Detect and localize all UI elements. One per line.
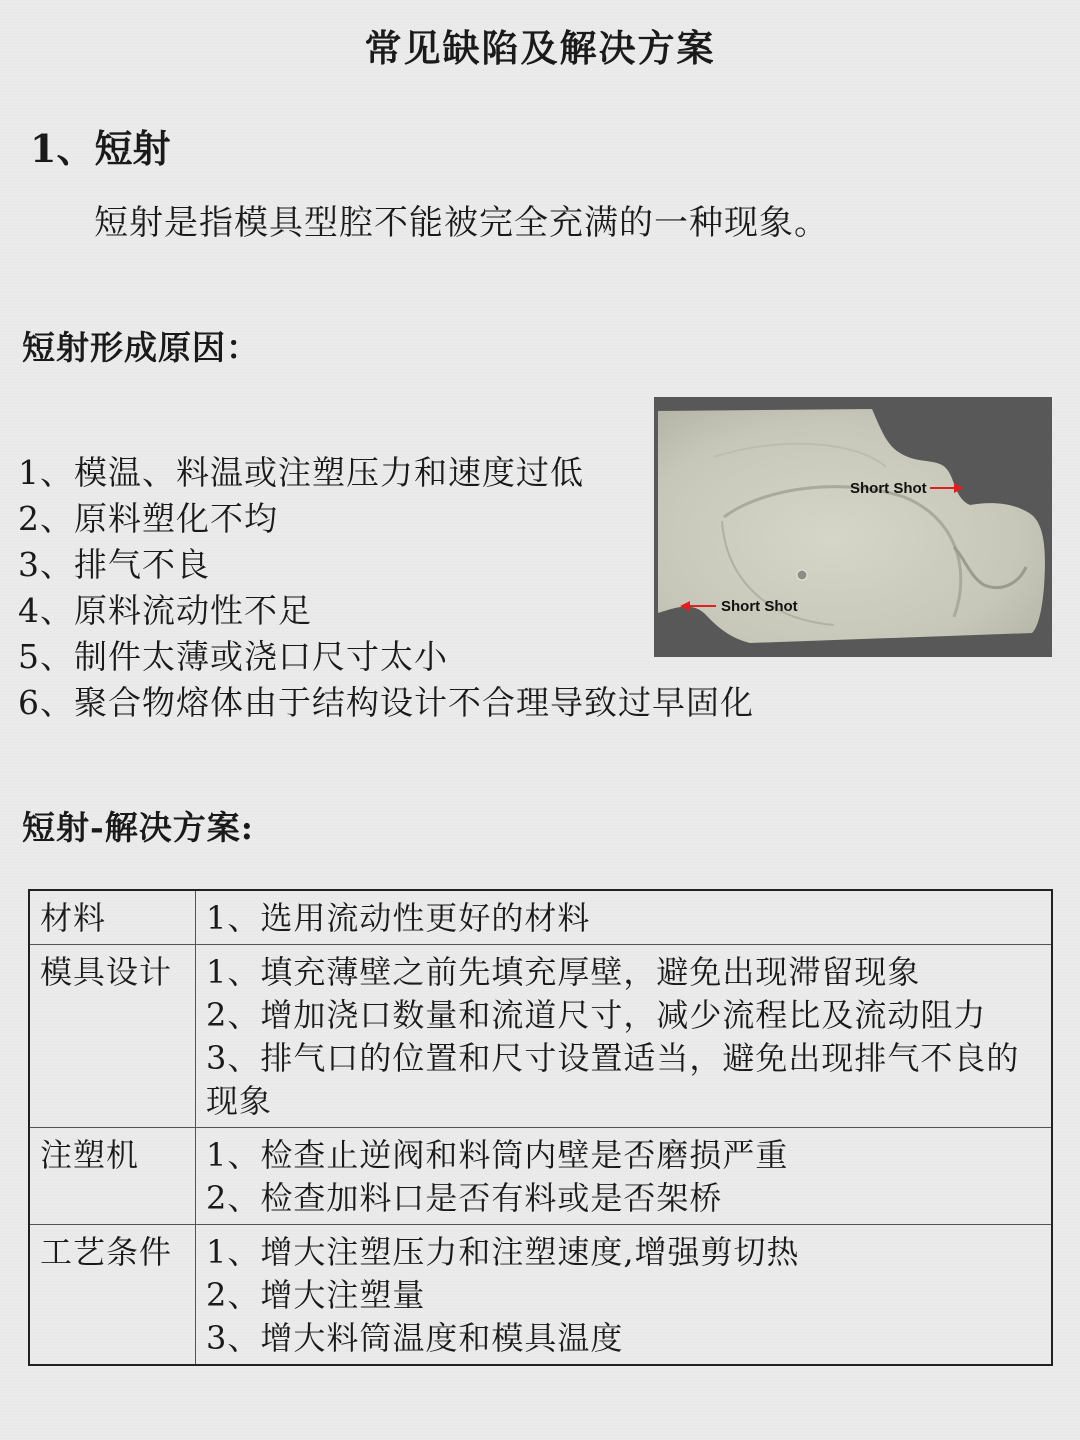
table-row — [29, 890, 1052, 945]
molded-part — [658, 409, 1045, 643]
solution-cell — [196, 1128, 1053, 1225]
solution-item: 3、增大料筒温度和模具温度 — [206, 1319, 624, 1357]
cause-list — [18, 450, 754, 726]
short-shot-label-lower: Short Shot — [721, 598, 798, 615]
cause-item: 1、模温、料温或注塑压力和速度过低 — [18, 453, 584, 492]
causes-heading: 短射形成原因： — [22, 328, 260, 367]
section-heading: 1、短射 — [30, 126, 171, 171]
category-cell: 材料 — [29, 890, 196, 945]
solution-item: 2、增加浇口数量和流道尺寸，减少流程比及流动阻力 — [206, 996, 987, 1034]
solution-item: 1、增大注塑压力和注塑速度,增强剪切热 — [206, 1233, 800, 1271]
cause-item: 3、排气不良 — [18, 545, 210, 584]
solution-item: 1、选用流动性更好的材料 — [206, 899, 591, 937]
table-row — [29, 1225, 1052, 1366]
table-row — [29, 1128, 1052, 1225]
page-title: 常见缺陷及解决方案 — [364, 27, 716, 70]
table-row — [29, 945, 1052, 1128]
solutions-table — [28, 889, 1053, 1366]
cause-item: 5、制件太薄或浇口尺寸太小 — [18, 637, 448, 676]
definition-text: 短射是指模具型腔不能被完全充满的一种现象。 — [94, 203, 829, 243]
cause-item: 2、原料塑化不均 — [18, 499, 278, 538]
short-shot-label-upper: Short Shot — [850, 480, 927, 497]
solution-item: 3、排气口的位置和尺寸设置适当，避免出现排气不良的现象 — [206, 1039, 1020, 1120]
solution-item: 2、增大注塑量 — [206, 1276, 426, 1314]
cause-item: 6、聚合物熔体由于结构设计不合理导致过早固化 — [18, 683, 754, 722]
short-shot-photo — [654, 397, 1052, 657]
solution-item: 1、填充薄壁之前先填充厚壁，避免出现滞留现象 — [206, 953, 921, 991]
cause-item: 4、原料流动性不足 — [18, 591, 312, 630]
solution-cell — [196, 1225, 1053, 1366]
solution-item: 1、检查止逆阀和料筒内壁是否磨损严重 — [206, 1136, 789, 1174]
category-cell: 注塑机 — [29, 1128, 196, 1225]
solution-cell — [196, 890, 1053, 945]
category-cell: 工艺条件 — [29, 1225, 196, 1366]
solution-item: 2、检查加料口是否有料或是否架桥 — [206, 1179, 723, 1217]
category-cell: 模具设计 — [29, 945, 196, 1128]
solutions-heading: 短射-解决方案: — [22, 808, 254, 847]
solution-cell — [196, 945, 1053, 1128]
